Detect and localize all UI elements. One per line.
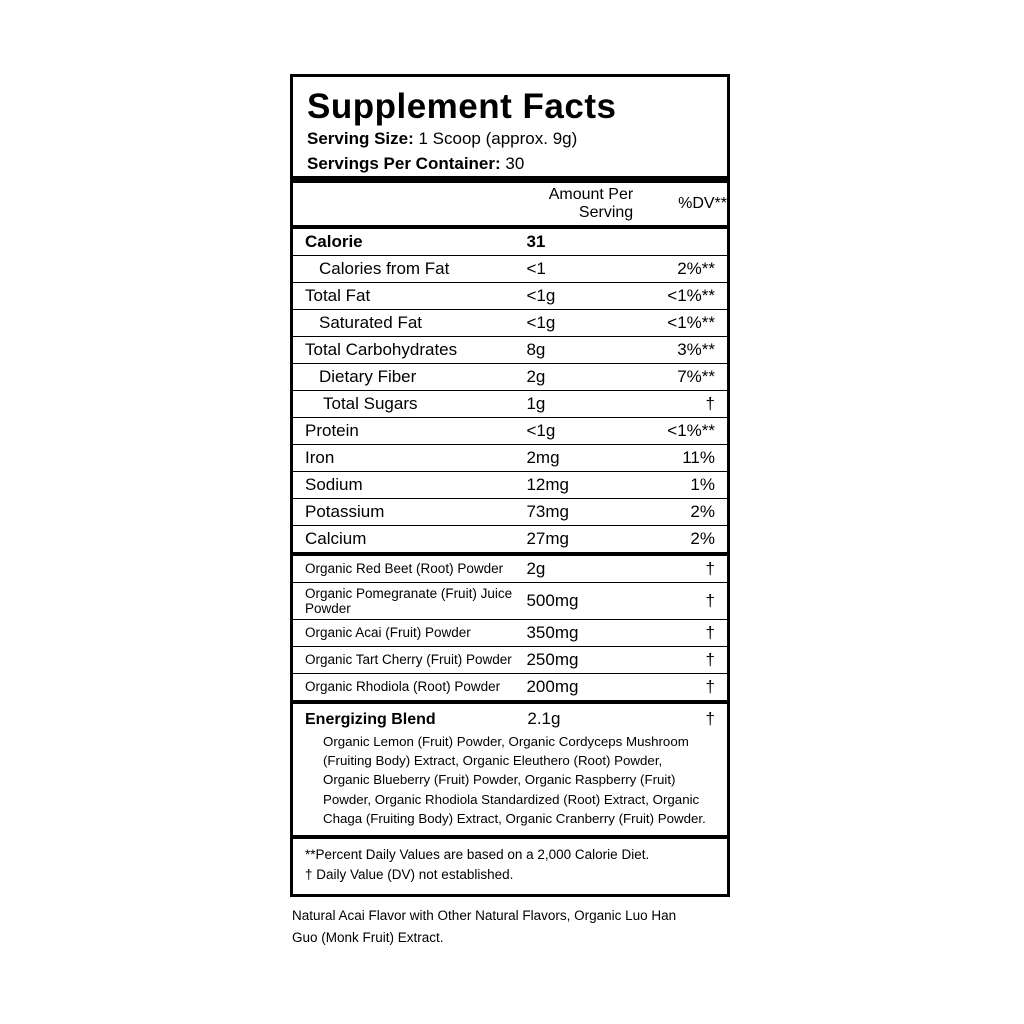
footnotes-block bbox=[293, 839, 727, 894]
nutrient-daily-value: 2% bbox=[637, 525, 727, 552]
nutrient-amount: 2g bbox=[526, 363, 637, 390]
ingredient-name: Organic Rhodiola (Root) Powder bbox=[293, 673, 526, 700]
nutrient-amount: 1g bbox=[526, 390, 637, 417]
ingredient-amount: 500mg bbox=[526, 582, 637, 619]
nutrient-name: Iron bbox=[293, 444, 526, 471]
table-row bbox=[293, 673, 727, 700]
ingredient-name: Organic Tart Cherry (Fruit) Powder bbox=[293, 646, 526, 673]
ingredient-name: Organic Pomegranate (Fruit) Juice Powder bbox=[293, 582, 526, 619]
nutrient-name: Total Fat bbox=[293, 282, 526, 309]
blend-name: Energizing Blend bbox=[305, 710, 436, 728]
servings-per-container-line bbox=[293, 151, 727, 176]
nutrient-daily-value: 3%** bbox=[637, 336, 727, 363]
table-row bbox=[293, 582, 727, 619]
table-row bbox=[293, 525, 727, 552]
ingredient-daily-value: † bbox=[637, 646, 727, 673]
ingredient-amount: 2g bbox=[526, 558, 546, 578]
dv-header: %DV** bbox=[678, 194, 727, 212]
nutrient-daily-value: <1%** bbox=[637, 309, 727, 336]
blend-ingredient-list: Organic Lemon (Fruit) Powder, Organic Cordyceps Mushroom (Fruiting Body) Extract, Organic Eleuthero (Root) Powder, Organic Blueberry (Fruit) Powder, Organic Raspberry (Fruit) Powder, Organic Rhodiola Standardized (Root) Extract, Organic Chaga (Fruiting Body) Extract, Organic Cranberry (Fruit) Powder. bbox=[323, 733, 706, 826]
ingredient-daily-value: † bbox=[637, 673, 727, 700]
blend-dv: † bbox=[705, 708, 715, 728]
nutrient-name: Calorie bbox=[305, 231, 363, 251]
energizing-blend-block bbox=[293, 704, 727, 835]
header-spacer bbox=[293, 183, 539, 225]
nutrient-daily-value bbox=[637, 229, 727, 256]
nutrient-name: Saturated Fat bbox=[293, 309, 526, 336]
divider-below-header bbox=[293, 176, 727, 183]
nutrient-daily-value: 11% bbox=[637, 444, 727, 471]
ingredient-daily-value: † bbox=[637, 619, 727, 646]
ingredient-daily-value: † bbox=[705, 558, 715, 578]
serving-size-label: Serving Size: bbox=[307, 129, 414, 148]
nutrient-name: Total Sugars bbox=[293, 390, 526, 417]
ingredient-name: Organic Acai (Fruit) Powder bbox=[293, 619, 526, 646]
nutrient-name: Calcium bbox=[293, 525, 526, 552]
servings-per-container-value: 30 bbox=[505, 153, 525, 173]
servings-per-container-label: Servings Per Container: bbox=[307, 153, 501, 173]
serving-size-value: 1 Scoop (approx. 9g) bbox=[418, 129, 578, 148]
nutrient-name: Potassium bbox=[293, 498, 526, 525]
table-row bbox=[293, 471, 727, 498]
nutrient-amount: 27mg bbox=[526, 525, 637, 552]
nutrient-daily-value: 7%** bbox=[637, 363, 727, 390]
table-row bbox=[293, 417, 727, 444]
panel-title: Supplement Facts bbox=[307, 87, 617, 126]
table-row bbox=[293, 619, 727, 646]
table-row bbox=[293, 646, 727, 673]
blend-header-row bbox=[293, 709, 727, 729]
amount-per-serving-header: Amount Per Serving bbox=[548, 185, 634, 221]
nutrient-name: Total Carbohydrates bbox=[293, 336, 526, 363]
footnote-dv-not-established: † Daily Value (DV) not established. bbox=[305, 867, 514, 883]
ingredient-name: Organic Red Beet (Root) Powder bbox=[305, 561, 504, 577]
table-row bbox=[293, 255, 727, 282]
table-row bbox=[293, 498, 727, 525]
table-row bbox=[293, 363, 727, 390]
nutrient-amount: <1g bbox=[526, 417, 637, 444]
nutrient-amount: 2mg bbox=[526, 444, 637, 471]
ingredient-daily-value: † bbox=[637, 582, 727, 619]
amount-header-table bbox=[293, 183, 727, 225]
nutrient-amount: <1g bbox=[526, 309, 637, 336]
flavor-caption: Natural Acai Flavor with Other Natural Flavors, Organic Luo Han Guo (Monk Fruit) Extract. bbox=[292, 908, 677, 946]
supplement-facts-panel bbox=[290, 74, 730, 897]
ingredient-amount: 350mg bbox=[526, 619, 637, 646]
nutrient-amount: <1 bbox=[526, 255, 637, 282]
footnote-daily-values: **Percent Daily Values are based on a 2,000 Calorie Diet. bbox=[305, 847, 650, 863]
amount-header-row bbox=[293, 183, 727, 225]
nutrient-amount: 31 bbox=[526, 231, 546, 251]
table-row bbox=[293, 556, 727, 583]
table-row bbox=[293, 390, 727, 417]
ingredient-amount: 250mg bbox=[526, 646, 637, 673]
blend-amount: 2.1g bbox=[527, 708, 561, 728]
nutrient-name: Protein bbox=[293, 417, 526, 444]
nutrient-daily-value: 2% bbox=[637, 498, 727, 525]
nutrient-daily-value: <1%** bbox=[637, 282, 727, 309]
nutrient-amount: 12mg bbox=[526, 471, 637, 498]
ingredient-amount: 200mg bbox=[526, 673, 637, 700]
nutrient-daily-value: 1% bbox=[637, 471, 727, 498]
table-row bbox=[293, 336, 727, 363]
nutrient-amount: <1g bbox=[526, 282, 637, 309]
serving-size-line bbox=[293, 126, 727, 151]
table-row bbox=[293, 444, 727, 471]
ingredients-table bbox=[293, 556, 727, 700]
nutrient-daily-value: <1%** bbox=[637, 417, 727, 444]
table-row bbox=[293, 229, 727, 256]
nutrient-daily-value: † bbox=[637, 390, 727, 417]
nutrient-daily-value: 2%** bbox=[637, 255, 727, 282]
nutrient-amount: 8g bbox=[526, 336, 637, 363]
table-row bbox=[293, 309, 727, 336]
table-row bbox=[293, 282, 727, 309]
nutrient-name: Calories from Fat bbox=[293, 255, 526, 282]
nutrient-name: Dietary Fiber bbox=[293, 363, 526, 390]
nutrient-amount: 73mg bbox=[526, 498, 637, 525]
nutrient-name: Sodium bbox=[293, 471, 526, 498]
nutrients-table bbox=[293, 229, 727, 552]
